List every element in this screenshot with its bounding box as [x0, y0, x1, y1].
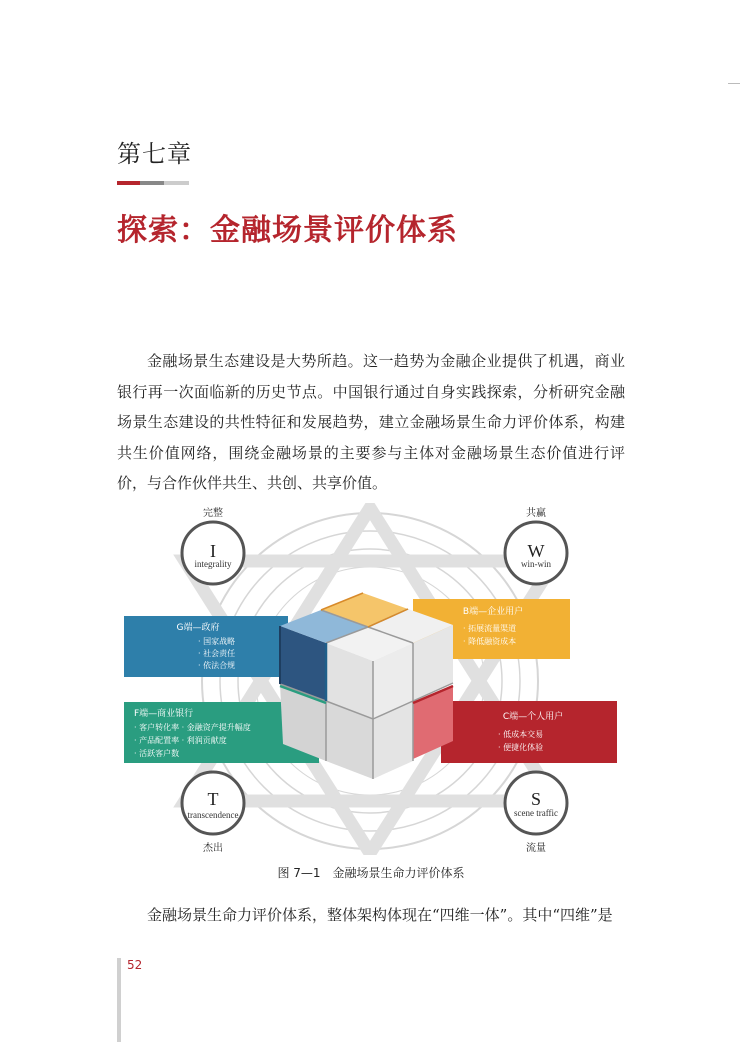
svg-text:integrality: integrality: [194, 559, 232, 569]
svg-text:transcendence: transcendence: [187, 810, 239, 820]
svg-text:W: W: [527, 541, 545, 561]
svg-text:· 低成本交易: · 低成本交易: [498, 730, 544, 739]
svg-text:· 产品配置率 · 利润贡献度: · 产品配置率 · 利润贡献度: [134, 736, 227, 745]
chapter-rule-red: [117, 181, 140, 185]
svg-text:· 降低融资成本: · 降低融资成本: [463, 637, 517, 646]
svg-text:杰出: 杰出: [203, 843, 223, 854]
chapter-title: 探索：金融场景评价体系: [117, 213, 458, 248]
svg-text:S: S: [530, 789, 542, 809]
figure-caption-text: 金融场景生命力评价体系: [332, 866, 465, 880]
svg-text:B端—企业用户: B端—企业用户: [462, 607, 524, 617]
svg-text:· 社会责任: · 社会责任: [198, 649, 236, 658]
svg-text:共赢: 共赢: [526, 508, 546, 519]
footer-bar: [117, 958, 121, 1042]
page-number: 52: [127, 958, 143, 972]
figure-caption: [117, 864, 625, 881]
svg-text:T: T: [207, 789, 219, 809]
svg-text:流量: 流量: [526, 843, 546, 854]
svg-text:G端—政府: G端—政府: [176, 623, 220, 633]
svg-text:· 便捷化体验: · 便捷化体验: [498, 743, 544, 752]
svg-text:I: I: [210, 541, 216, 561]
chapter-rule-light: [164, 181, 189, 185]
svg-text:scene traffic: scene traffic: [513, 808, 559, 818]
edge-mark: [728, 83, 740, 84]
chapter-rule-gray: [140, 181, 164, 185]
panel-government: [124, 616, 288, 677]
closing-paragraph: 金融场景生命力评价体系，整体架构体现在“四维一体”。其中“四维”是: [147, 906, 613, 924]
svg-text:· 客户转化率 · 金融资产提升幅度: · 客户转化率 · 金融资产提升幅度: [134, 723, 251, 732]
cube-graphic: [280, 593, 453, 779]
svg-text:· 国家战略: · 国家战略: [198, 637, 236, 646]
svg-text:win-win: win-win: [521, 559, 551, 569]
svg-text:C端—个人用户: C端—个人用户: [502, 712, 564, 722]
panel-individual: [441, 701, 617, 763]
figure-caption-number: 图 7—1: [277, 866, 321, 880]
svg-text:· 拓展流量渠道: · 拓展流量渠道: [463, 624, 517, 633]
svg-text:完整: 完整: [203, 508, 223, 519]
evaluation-system-figure: [123, 503, 617, 855]
svg-text:· 依法合规: · 依法合规: [198, 661, 236, 670]
svg-text:F端—商业银行: F端—商业银行: [134, 709, 194, 719]
intro-paragraph: 金融场景生态建设是大势所趋。这一趋势为金融企业提供了机遇，商业银行再一次面临新的历史节点。中国银行通过自身实践探索，分析研究金融场景生态建设的共性特征和发展趋势，建立金融场景生命力评价体系，构建共生价值网络，围绕金融场景的主要参与主体对金融场景生态价值进行评价，与合作伙伴共生、共创、共享价值。: [117, 352, 625, 492]
svg-text:· 活跃客户数: · 活跃客户数: [134, 749, 180, 758]
chapter-number: 第七章: [117, 140, 192, 168]
